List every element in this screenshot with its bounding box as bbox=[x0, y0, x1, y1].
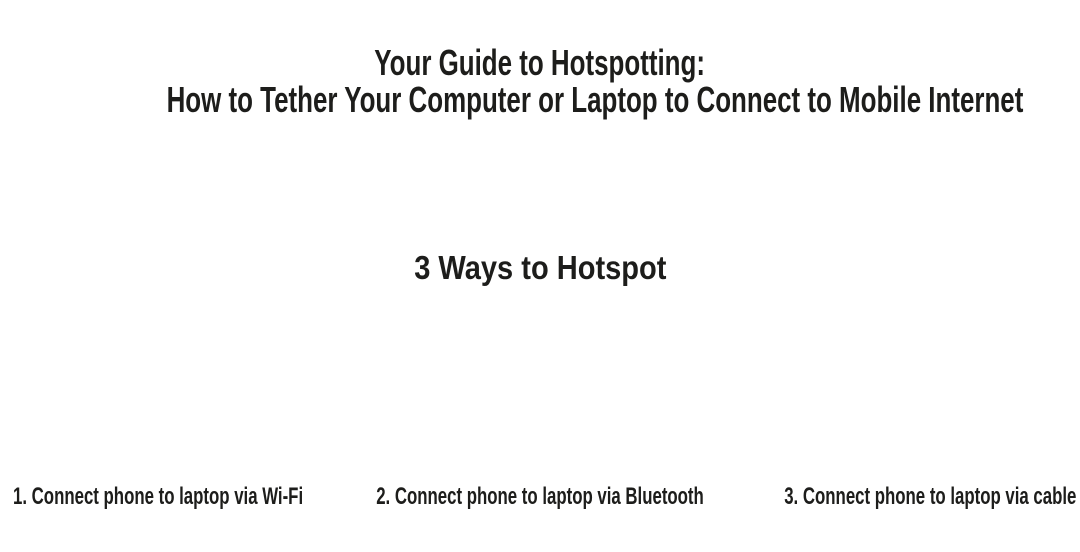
page-title-line-1 bbox=[0, 44, 1080, 81]
method-label-bluetooth: 2. Connect phone to laptop via Bluetooth bbox=[376, 483, 704, 510]
method-label-cable: 3. Connect phone to laptop via cable bbox=[783, 483, 1076, 510]
section-heading bbox=[0, 250, 1080, 285]
methods-row bbox=[0, 484, 1080, 514]
section-heading-text: 3 Ways to Hotspot bbox=[413, 249, 667, 287]
page-title bbox=[0, 44, 1080, 118]
method-label-wifi: 1. Connect phone to laptop via Wi-Fi bbox=[13, 483, 304, 510]
page-title-line-2-text: How to Tether Your Computer or Laptop to Connect to Mobile Internet bbox=[166, 79, 1024, 120]
page-title-line-2 bbox=[0, 81, 1080, 118]
method-item-cable bbox=[659, 484, 1076, 510]
page-title-line-1-text: Your Guide to Hotspotting: bbox=[374, 42, 706, 83]
